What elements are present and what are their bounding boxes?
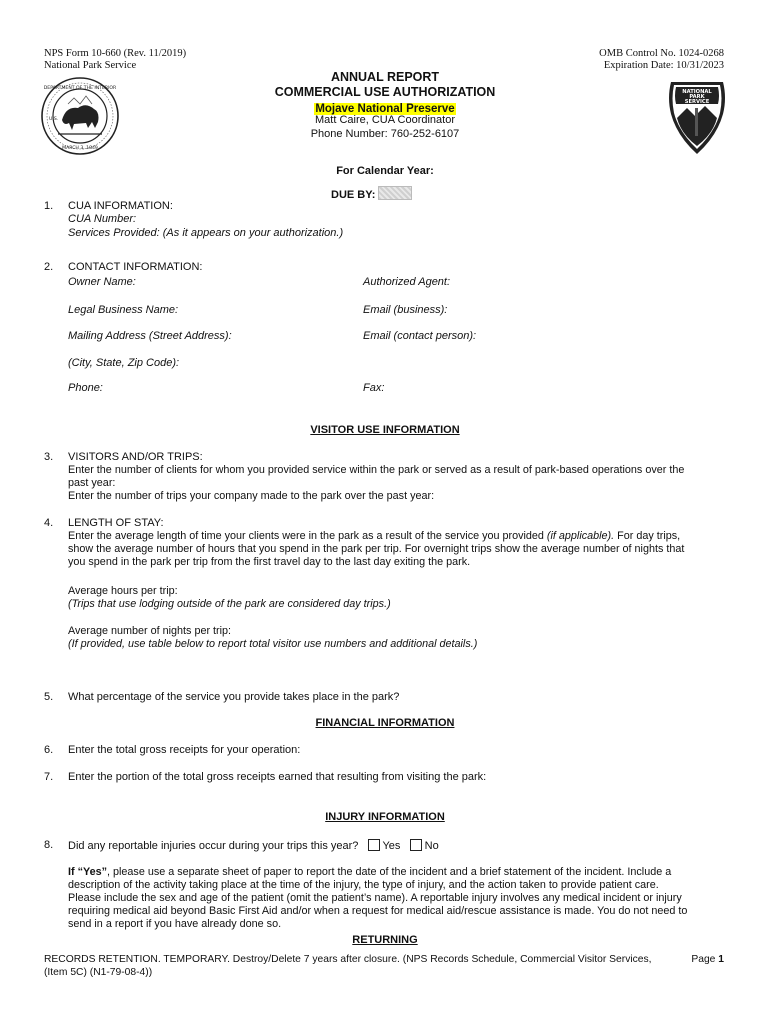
authorized-agent-label: Authorized Agent: (363, 276, 451, 288)
section4-para1 (68, 530, 680, 543)
section4-para1-italic: (if applicable). (546, 530, 615, 542)
injury-p4: requiring medical aid beyond Basic First Aid and/or when a request for medical aid/rescue assistance is made. You do not need to (68, 905, 688, 917)
coordinator-phone: Phone Number: 760-252-6107 (310, 128, 460, 140)
records-retention-line2: (Item 5C) (N1-79-08-4)) (44, 967, 153, 978)
financial-heading: FINANCIAL INFORMATION (315, 717, 455, 729)
page-number-value: 1 (718, 954, 724, 965)
page-number (691, 954, 724, 967)
badge-line2: PARK (689, 94, 705, 100)
email-business-label: Email (business): (363, 304, 448, 316)
yes-checkbox[interactable] (368, 839, 380, 851)
section5-text: What percentage of the service you provide takes place in the park? (68, 691, 400, 703)
section1-number: 1. (44, 200, 54, 212)
section3-line2: past year: (68, 477, 116, 489)
no-label: No (424, 840, 439, 852)
section7-text: Enter the portion of the total gross receipts earned that resulting from visiting the park: (68, 771, 487, 783)
section8-number: 8. (44, 839, 54, 851)
due-by-label: DUE BY: (331, 189, 376, 201)
section2-heading: CONTACT INFORMATION: (68, 261, 203, 273)
coordinator: Matt Caire, CUA Coordinator (315, 114, 455, 126)
seal-bottom-text: MARCH 3, 1849 (62, 146, 98, 151)
section4-para3: you spend in the park per trip from the first travel day to the last day exiting the park. (68, 556, 471, 568)
avg-nights-note: (If provided, use table below to report total visitor use numbers and additional details.) (68, 638, 478, 650)
returning-heading: RETURNING (352, 934, 418, 946)
injury-instructions-line1 (68, 866, 671, 879)
seal-top-text: DEPARTMENT OF THE INTERIOR (43, 86, 117, 91)
injury-p3: Please include the sex and age of the patient (omit the patient’s name). A reportable injury involves any medical incident or injury (68, 892, 682, 904)
section7-number: 7. (44, 771, 54, 783)
owner-name-label: Owner Name: (68, 276, 136, 288)
section6-number: 6. (44, 744, 54, 756)
section3-line3: Enter the number of trips your company made to the park over the past year: (68, 490, 435, 502)
fax-label: Fax: (363, 382, 385, 394)
avg-nights-label: Average number of nights per trip: (68, 625, 232, 637)
section6-text: Enter the total gross receipts for your operation: (68, 744, 301, 756)
section4-number: 4. (44, 517, 54, 529)
injury-p5: send in a report if you have already done so. (68, 918, 282, 930)
services-label: Services Provided: (As it appears on your authorization.) (68, 227, 344, 239)
visitor-use-heading: VISITOR USE INFORMATION (310, 424, 460, 436)
phone-label: Phone: (68, 382, 103, 394)
section3-number: 3. (44, 451, 54, 463)
report-subtitle: COMMERCIAL USE AUTHORIZATION (274, 85, 496, 99)
calendar-year-label: For Calendar Year: (336, 165, 434, 177)
section4-para1b: For day trips, (614, 530, 681, 542)
records-retention-line1: RECORDS RETENTION. TEMPORARY. Destroy/Delete 7 years after closure. (NPS Records Schedule, Commercial Visitor Services, (44, 954, 652, 965)
legal-business-name-label: Legal Business Name: (68, 304, 179, 316)
injury-p1: , please use a separate sheet of paper to report the date of the incident and a brief statement of the incident. Include a (107, 866, 672, 878)
avg-hours-label: Average hours per trip: (68, 585, 178, 597)
injury-question: Did any reportable injuries occur during your trips this year? (68, 840, 359, 852)
section2-number: 2. (44, 261, 54, 273)
email-contact-label: Email (contact person): (363, 330, 477, 342)
badge-line1: NATIONAL (682, 89, 712, 95)
section1-heading: CUA INFORMATION: (68, 200, 173, 212)
due-by-field[interactable] (378, 186, 412, 200)
due-by-row (331, 186, 412, 202)
omb-control: OMB Control No. 1024-0268 (599, 48, 724, 59)
page-label: Page (691, 954, 719, 965)
injury-heading: INJURY INFORMATION (325, 811, 445, 823)
section5-number: 5. (44, 691, 54, 703)
section4-para2: show the average number of hours that you spend in the park per trip. For overnight trips show the average number of nights that (68, 543, 685, 555)
report-title: ANNUAL REPORT (330, 70, 440, 84)
agency-name: National Park Service (44, 60, 137, 71)
section3-line1: Enter the number of clients for whom you provided service within the park or served as a result of park-based operations over the (68, 464, 685, 476)
section4-para1a: Enter the average length of time your clients were in the park as a result of the service you provided (68, 530, 547, 542)
section8-question-row (68, 839, 439, 853)
cua-number-label: CUA Number: (68, 213, 137, 225)
form-number: NPS Form 10-660 (Rev. 11/2019) (44, 48, 187, 59)
avg-hours-note: (Trips that use lodging outside of the park are considered day trips.) (68, 598, 391, 610)
yes-label: Yes (382, 840, 401, 852)
section4-heading: LENGTH OF STAY: (68, 517, 164, 529)
no-checkbox[interactable] (410, 839, 422, 851)
if-yes-label: If “Yes” (68, 866, 108, 878)
mailing-address-label: Mailing Address (Street Address): (68, 330, 232, 342)
injury-p2: description of the activity taking place at the time of the injury, the type of injury, and the action taken to provide patient care. (68, 879, 659, 891)
seal-left-text: U.S. (49, 117, 59, 122)
badge-line3: SERVICE (684, 99, 710, 105)
expiration-date: Expiration Date: 10/31/2023 (603, 60, 724, 71)
city-state-zip-label: (City, State, Zip Code): (68, 357, 180, 369)
park-name: Mojave National Preserve (315, 103, 455, 115)
section3-heading: VISITORS AND/OR TRIPS: (68, 451, 203, 463)
